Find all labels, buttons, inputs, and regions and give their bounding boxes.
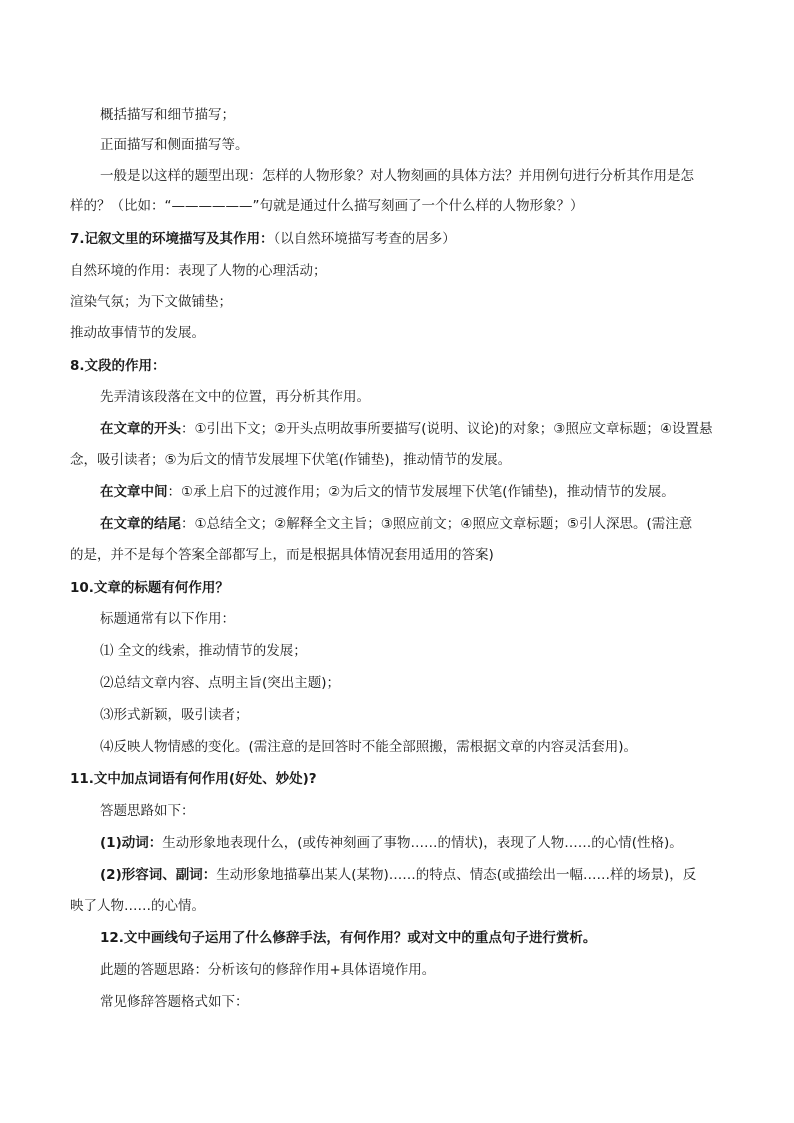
- label-bold: 在文章的结尾: [100, 516, 181, 532]
- list-item: ⑷反映人物情感的变化。(需注意的是回答时不能全部照搬，需根据文章的内容灵活套用)。: [100, 739, 638, 755]
- text-line: 概括描写和细节描写；: [100, 107, 235, 123]
- section-heading-10: 10.文章的标题有何作用？: [70, 580, 229, 596]
- label-text: ：①总结全文；②解释全文主旨；③照应前文；④照应文章标题；⑤引人深思。(需注意: [181, 516, 693, 532]
- text-line: 推动故事情节的发展。: [70, 325, 205, 341]
- text-line: 念，吸引读者；⑤为后文的情节发展埋下伏笔(作铺垫)，推动情节的发展。: [70, 452, 512, 468]
- label-text: 生动形象地描摹出某人(某物)……的特点、情态(或描绘出一幅……样的场景)，反: [216, 867, 697, 883]
- list-item: ⑶形式新颖，吸引读者；: [100, 707, 249, 723]
- label-text: ：①承上启下的过渡作用；②为后文的情节发展埋下伏笔(作铺垫)，推动情节的发展。: [167, 484, 675, 500]
- section-heading-11: 11.文中加点词语有何作用(好处、妙处)?: [70, 771, 317, 787]
- list-item: [100, 866, 696, 884]
- text-line: 正面描写和侧面描写等。: [100, 137, 249, 153]
- paragraph-middle: [100, 483, 675, 501]
- label-bold: (2)形容词、副词：: [100, 867, 217, 883]
- label-text: ：①引出下文；②开头点明故事所要描写(说明、议论)的对象；③照应文章标题；④设置悬: [181, 421, 713, 437]
- text-line: 的是，并不是每个答案全部都写上，而是根据具体情况套用适用的答案): [70, 547, 494, 563]
- label-bold: 在文章的开头: [100, 421, 181, 437]
- label-bold: (1)动词：: [100, 835, 163, 851]
- label-bold: 在文章中间: [100, 484, 168, 500]
- label-text: 生动形象地表现什么，(或传神刻画了事物……的情状)，表现了人物……的心情(性格)。: [162, 835, 683, 851]
- text-line: 此题的答题思路：分析该句的修辞作用+具体语境作用。: [100, 962, 436, 978]
- paragraph-ending: [100, 515, 692, 533]
- text-line: 答题思路如下：: [100, 803, 195, 819]
- text-line: 样的？（比如：“——————”句就是通过什么描写刻画了一个什么样的人物形象？）: [70, 198, 584, 214]
- list-item: ⑴ 全文的线索，推动情节的发展；: [100, 643, 307, 659]
- list-item: ⑵总结文章内容、点明主旨(突出主题)；: [100, 675, 341, 691]
- text-line: 先弄清该段落在文中的位置，再分析其作用。: [100, 389, 370, 405]
- section-heading-12: 12.文中画线句子运用了什么修辞手法，有何作用？或对文中的重点句子进行赏析。: [100, 930, 597, 946]
- heading-bold: 7.记叙文里的环境描写及其作用：: [70, 231, 274, 247]
- section-heading-7: [70, 230, 456, 248]
- paragraph-opening: [100, 420, 712, 438]
- list-item: [100, 834, 683, 852]
- heading-note: （以自然环境描写考查的居多）: [273, 231, 456, 247]
- text-line: 标题通常有以下作用：: [100, 611, 235, 627]
- section-heading-8: 8.文段的作用：: [70, 358, 166, 374]
- text-line: 一般是以这样的题型出现：怎样的人物形象？对人物刻画的具体方法？并用例句进行分析其作用是怎: [100, 168, 694, 184]
- text-line: 自然环境的作用：表现了人物的心理活动；: [70, 263, 327, 279]
- text-line: 常见修辞答题格式如下：: [100, 994, 249, 1010]
- text-line: 渲染气氛；为下文做铺垫；: [70, 294, 232, 310]
- text-line: 映了人物……的心情。: [70, 898, 205, 914]
